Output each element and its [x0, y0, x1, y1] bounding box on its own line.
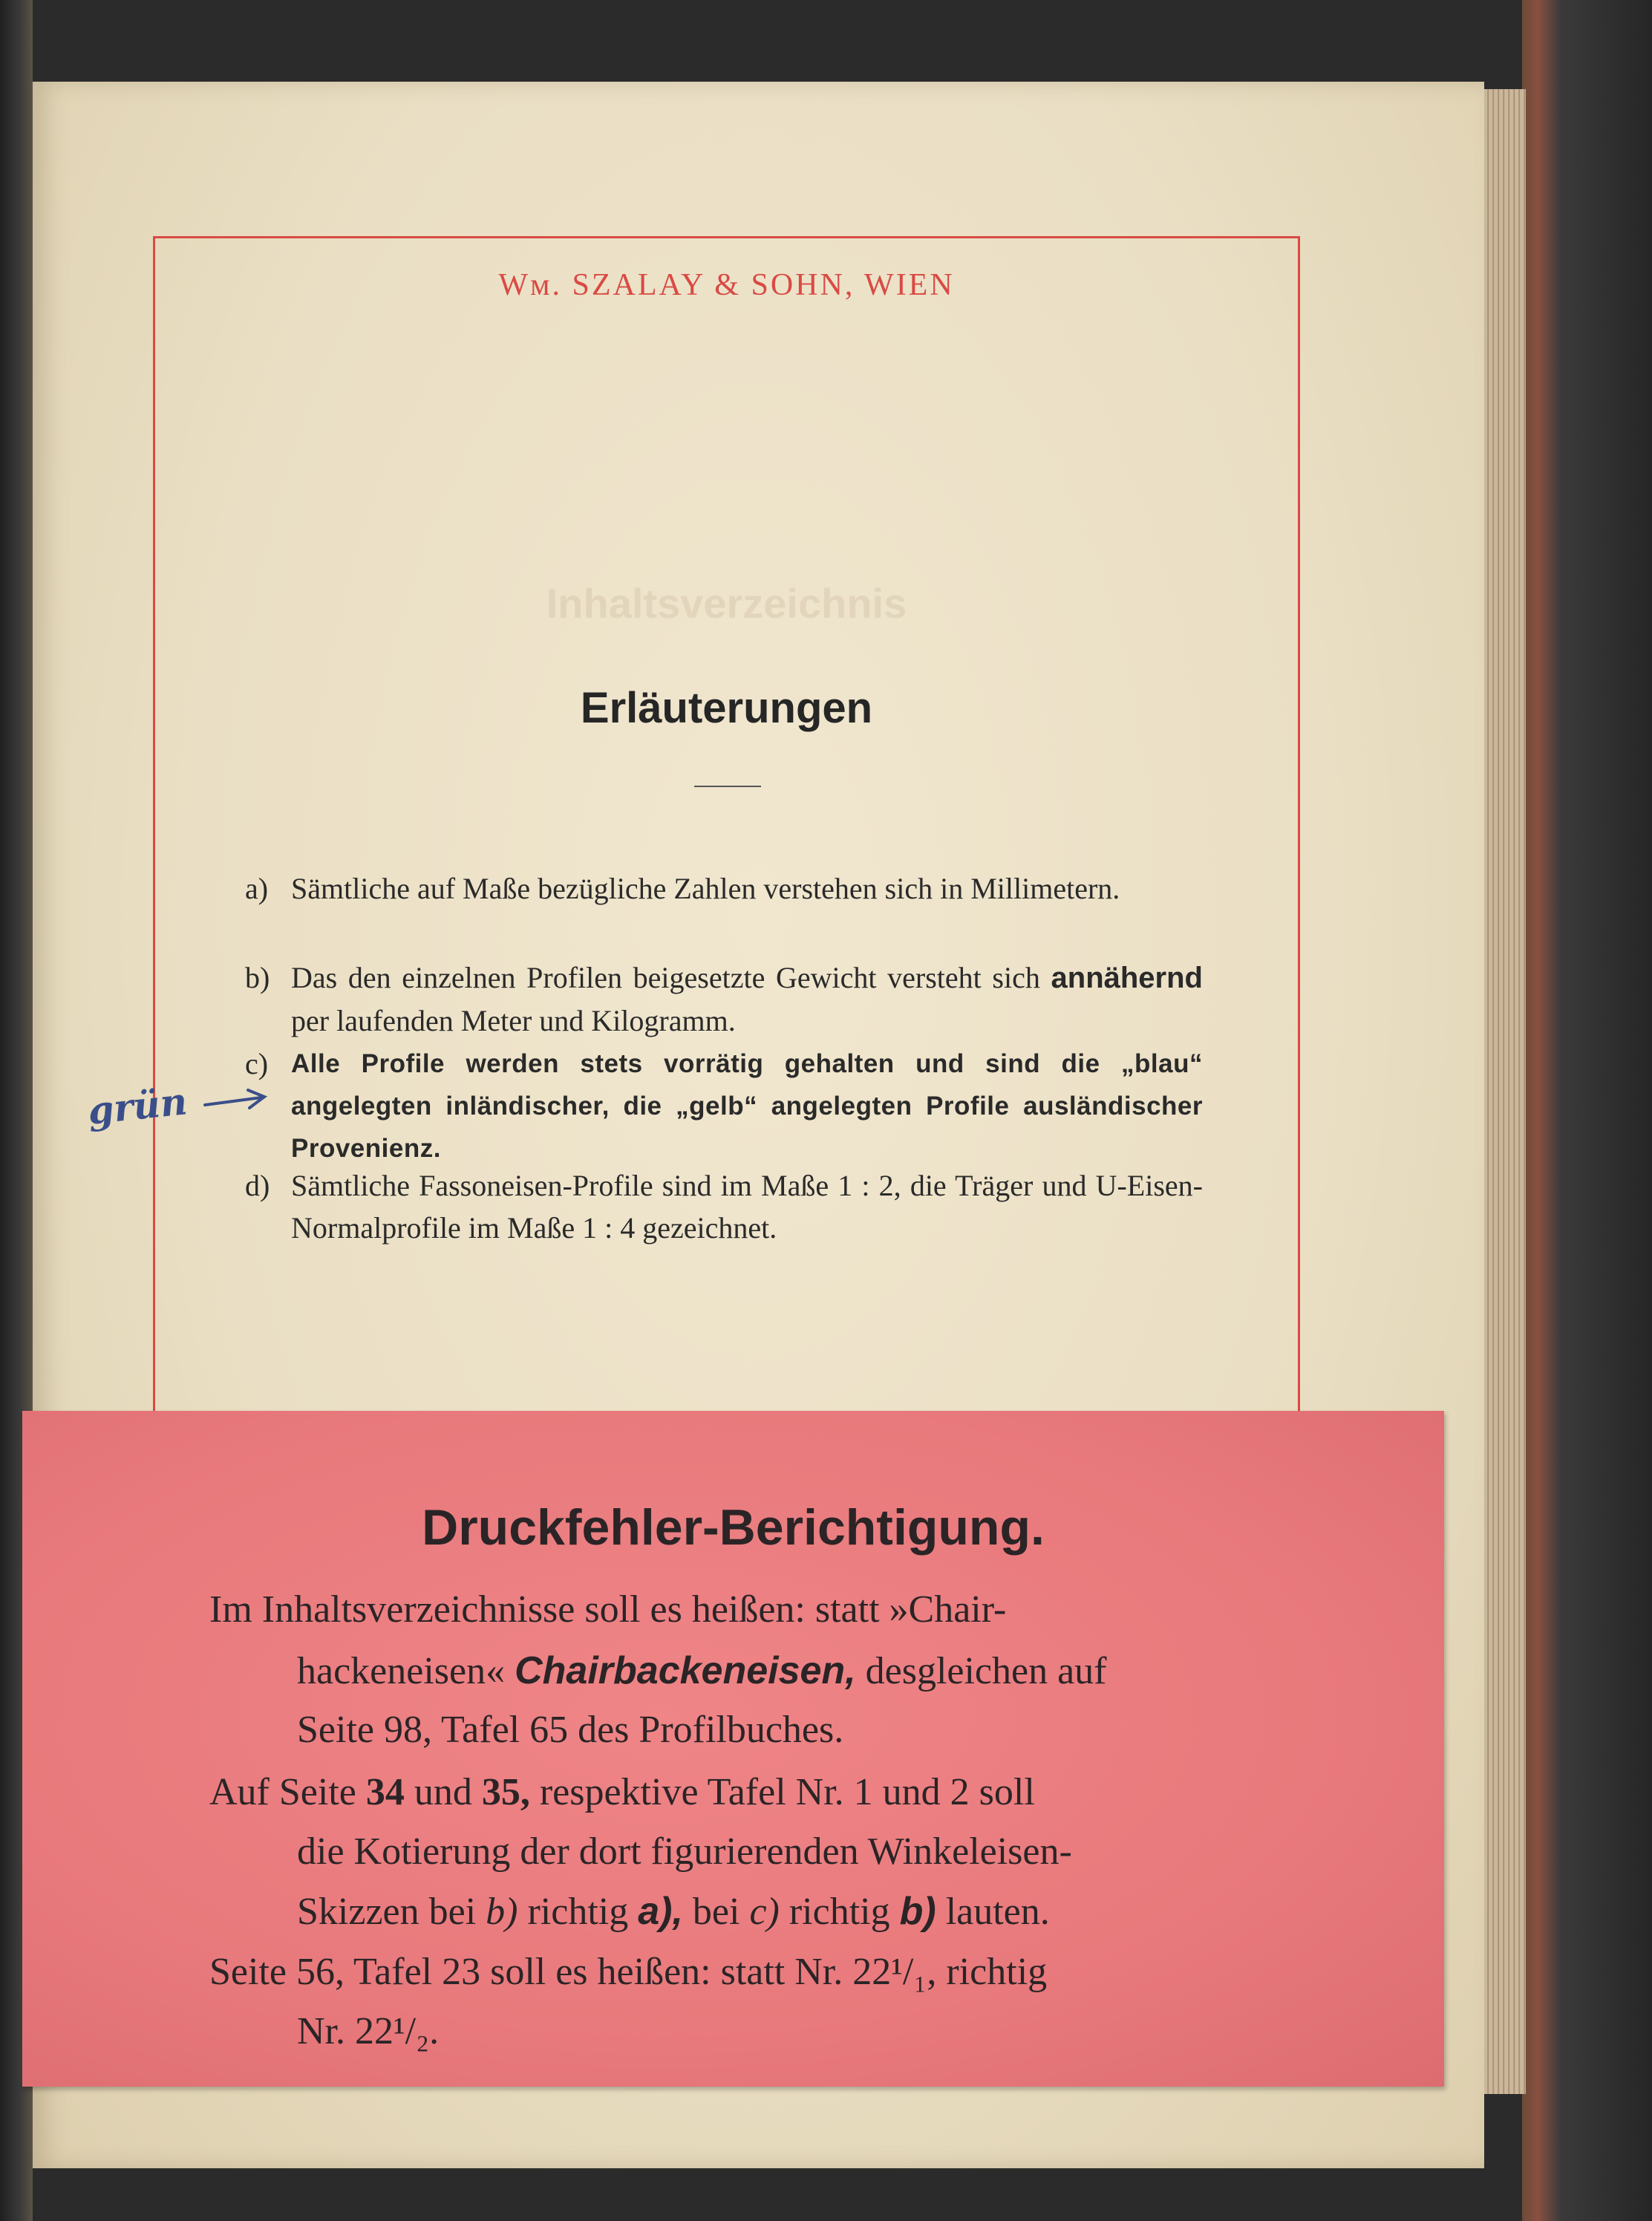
- note-a: [245, 867, 1203, 910]
- note-text: Alle Profile werden stets vorrätig gehalten und sind die „blau“ angelegten inländischer, die „gelb“ angelegten Profile ausländischer Provenienz.: [291, 1049, 1203, 1163]
- slip-ref: c): [749, 1891, 780, 1933]
- slip-correction: Chairbackeneisen,: [515, 1649, 856, 1692]
- slip-ref-correct: b): [899, 1890, 936, 1933]
- slip-line: [297, 1641, 1107, 1701]
- slip-title: Druckfehler-Berichtigung.: [422, 1499, 1045, 1556]
- publisher-header: Wм. SZALAY & SOHN, WIEN: [498, 268, 955, 302]
- note-text: Sämtliche auf Maße bezügliche Zahlen verstehen sich in Millimetern.: [291, 872, 1120, 905]
- slip-line: Seite 98, Tafel 65 des Profilbuches.: [297, 1709, 844, 1751]
- slip-ref: b): [486, 1891, 518, 1933]
- note-text: Sämtliche Fassoneisen-Profile sind im Maße 1 : 2, die Träger und U-Eisen-Normalprofile im Maße 1 : 4 gezeichnet.: [291, 1169, 1203, 1245]
- slip-line: [297, 1882, 1050, 1942]
- slip-text: und: [404, 1771, 482, 1813]
- erratum-slip: [22, 1411, 1444, 2087]
- note-marker: a): [245, 872, 269, 905]
- slip-text: richtig: [779, 1891, 900, 1933]
- slip-text: Auf Seite: [209, 1771, 366, 1813]
- slip-page-number: 35,: [481, 1771, 530, 1813]
- slip-text: respektive Tafel Nr. 1 und 2 soll: [529, 1771, 1035, 1813]
- note-text: [291, 956, 1203, 1042]
- slip-text: desgleichen auf: [865, 1650, 1107, 1692]
- book-binding-right: [1522, 0, 1652, 2221]
- slip-text: Skizzen bei: [297, 1891, 486, 1933]
- slip-line: die Kotierung der dort figurierenden Winkeleisen-: [297, 1830, 1072, 1873]
- slip-ref-correct: a),: [638, 1890, 683, 1933]
- slip-text: hackeneisen«: [297, 1650, 506, 1692]
- note-text-part: Das den einzelnen Profilen beigesetzte Gewicht versteht sich: [291, 961, 1051, 994]
- slip-line: Im Inhaltsverzeichnisse soll es heißen: statt »Chair-: [209, 1588, 1007, 1631]
- slip-text: bei: [682, 1891, 750, 1933]
- show-through-heading: Inhaltsverzeichnis: [546, 580, 907, 627]
- handwritten-annotation: grün: [85, 1079, 189, 1133]
- slip-line: Nr. 22¹/₂.: [297, 2010, 440, 2052]
- handwritten-arrow-icon: [202, 1086, 276, 1115]
- note-b: [245, 956, 1203, 1042]
- slip-page-number: 34: [365, 1771, 405, 1813]
- note-c: [245, 1043, 1203, 1170]
- note-marker: c): [245, 1047, 269, 1080]
- note-emphasis: annähernd: [1051, 962, 1203, 994]
- slip-line: Seite 56, Tafel 23 soll es heißen: statt Nr. 22¹/₁, richtig: [209, 1951, 1048, 1993]
- slip-text: richtig: [518, 1891, 639, 1933]
- slip-text: lauten.: [936, 1891, 1050, 1933]
- slip-line: [209, 1763, 1035, 1822]
- note-d: [245, 1164, 1203, 1249]
- title-divider: [694, 786, 761, 787]
- note-text-part: per laufenden Meter und Kilogramm.: [291, 1004, 736, 1037]
- note-marker: d): [245, 1169, 270, 1202]
- page-title: Erläuterungen: [580, 684, 873, 732]
- note-marker: b): [245, 961, 270, 994]
